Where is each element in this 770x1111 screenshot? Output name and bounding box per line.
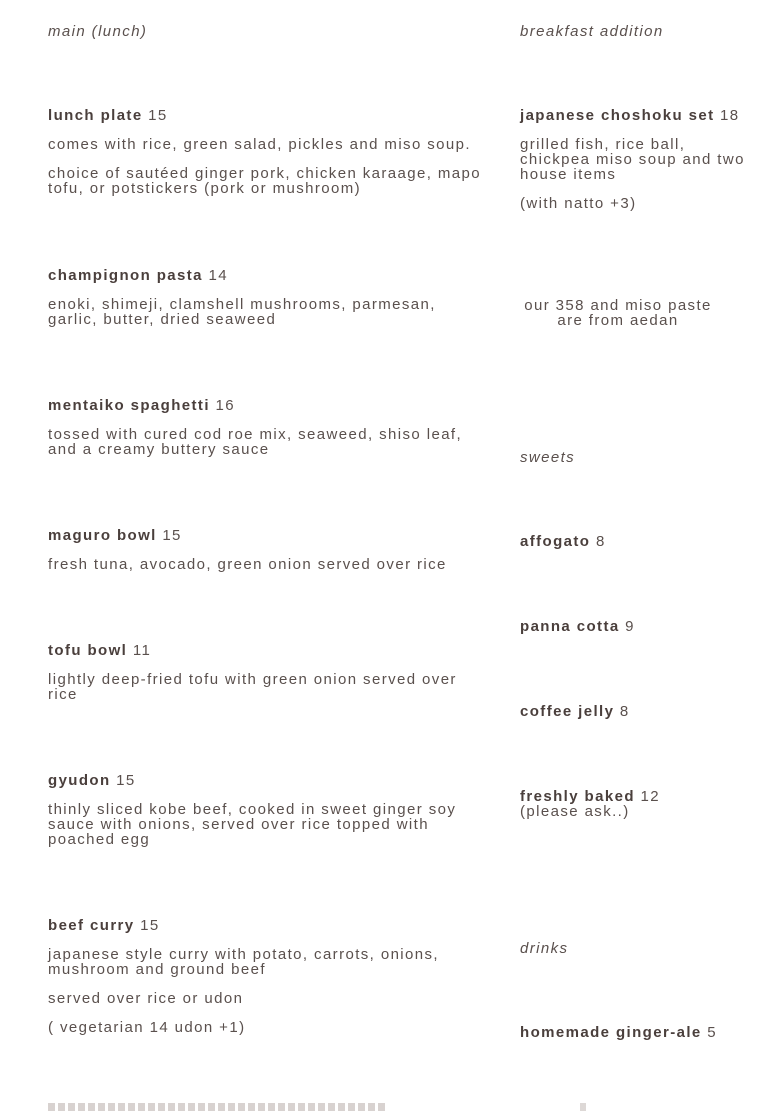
item-name: mentaiko spaghetti [48, 397, 210, 414]
item-price: 5 [707, 1024, 717, 1041]
cut-off-next-drink [520, 1103, 760, 1111]
item-price: 14 [208, 267, 228, 284]
section-title-sweets: sweets [520, 449, 576, 466]
item-price: 8 [595, 533, 606, 550]
menu-item-coffee-jelly [520, 704, 760, 719]
item-description: fresh tuna, avocado, green onion served over rice [48, 556, 447, 573]
item-name: maguro bowl [48, 527, 157, 544]
item-description: thinly sliced kobe beef, cooked in sweet ginger soy sauce with onions, served over rice topped with poached egg [48, 801, 457, 848]
item-name: tofu bowl [48, 642, 128, 659]
item-name: champignon pasta [48, 267, 203, 284]
item-name: beef curry [48, 917, 135, 934]
menu-item-beef-curry [48, 918, 488, 1035]
item-price: 18 [720, 107, 740, 124]
menu-item-affogato [520, 534, 760, 549]
item-price: 8 [619, 703, 630, 720]
item-price: 15 [116, 772, 136, 789]
menu-item-choshoku-set [520, 108, 760, 211]
menu-item-panna-cotta [520, 619, 760, 634]
item-name: coffee jelly [520, 703, 615, 720]
item-description: grilled fish, rice ball, chickpea miso soup and two house items [520, 136, 745, 183]
item-description: served over rice or udon [48, 990, 244, 1007]
item-description: lightly deep-fried tofu with green onion served over rice [48, 671, 457, 703]
section-title-breakfast: breakfast addition [520, 23, 664, 40]
section-title-drinks: drinks [520, 940, 569, 957]
menu-item-maguro-bowl [48, 528, 488, 572]
item-description: enoki, shimeji, clamshell mushrooms, parmesan, garlic, butter, dried seaweed [48, 296, 436, 328]
menu-item-freshly-baked [520, 789, 760, 819]
menu-item-gyudon [48, 773, 488, 847]
item-price: 9 [625, 618, 635, 635]
item-price: 16 [215, 397, 235, 414]
section-title-main-lunch: main (lunch) [48, 23, 148, 40]
item-description: comes with rice, green salad, pickles and miso soup. [48, 136, 471, 153]
item-description: choice of sautéed ginger pork, chicken karaage, mapo tofu, or potstickers (pork or mushroom) [48, 165, 482, 197]
item-note: (please ask..) [520, 803, 630, 820]
menu-item-lunch-plate [48, 108, 488, 196]
item-price: 15 [140, 917, 160, 934]
item-name: gyudon [48, 772, 111, 789]
cut-off-next-item [48, 1103, 488, 1111]
menu-item-champignon-pasta [48, 268, 488, 327]
item-description: (with natto +3) [520, 195, 637, 212]
item-description: tossed with cured cod roe mix, seaweed, shiso leaf, and a creamy buttery sauce [48, 426, 463, 458]
item-name: affogato [520, 533, 591, 550]
menu-item-ginger-ale [520, 1025, 760, 1040]
item-name: freshly baked [520, 788, 635, 805]
item-price: 11 [132, 642, 152, 659]
item-name: lunch plate [48, 107, 143, 124]
item-description: ( vegetarian 14 udon +1) [48, 1019, 246, 1036]
item-name: homemade ginger-ale [520, 1024, 702, 1041]
item-name: panna cotta [520, 618, 620, 635]
menu-item-tofu-bowl [48, 643, 488, 702]
item-price: 15 [162, 527, 182, 544]
item-price: 12 [640, 788, 660, 805]
item-price: 15 [148, 107, 168, 124]
item-description: japanese style curry with potato, carrots, onions, mushroom and ground beef [48, 946, 439, 978]
miso-source-note: our 358 and miso paste are from aedan [524, 297, 712, 329]
item-name: japanese choshoku set [520, 107, 715, 124]
menu-item-mentaiko-spaghetti [48, 398, 488, 457]
